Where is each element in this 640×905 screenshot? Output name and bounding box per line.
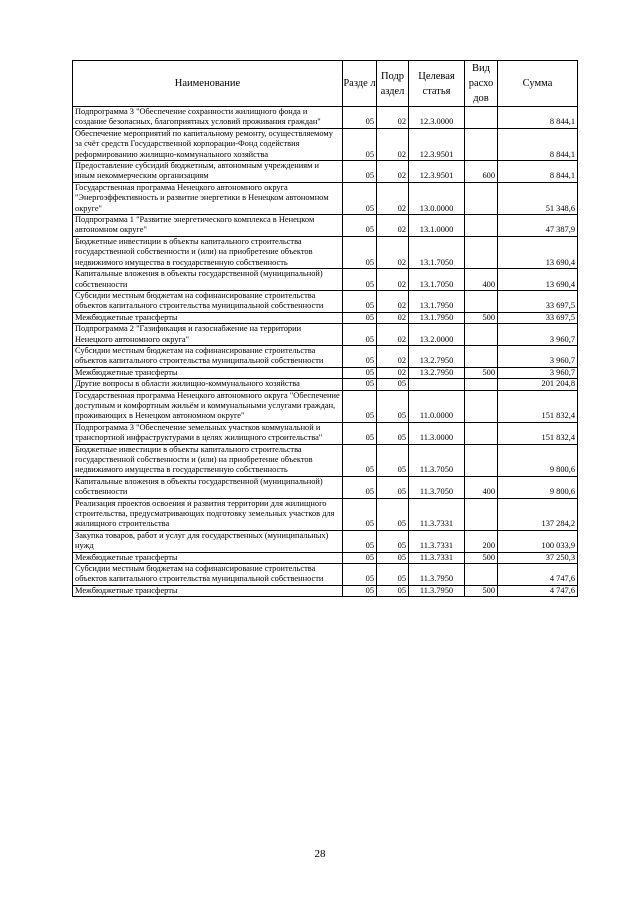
row-sum: 37 250,3: [498, 552, 578, 563]
row-vid: 400: [465, 476, 498, 498]
row-section: 05: [343, 390, 377, 422]
row-target: 13.1.7050: [409, 236, 465, 268]
row-sum: 3 960,7: [498, 324, 578, 346]
row-sum: 4 747,6: [498, 564, 578, 586]
row-sum: 9 800,6: [498, 444, 578, 476]
row-target: 13.1.7950: [409, 312, 465, 323]
row-vid: [465, 444, 498, 476]
row-target: 13.2.7950: [409, 367, 465, 378]
row-sum: 201 204,8: [498, 379, 578, 390]
row-name: Государственная программа Ненецкого автономного округа "Энергоэффективность и развитие энергетики в Ненецком автономном округе": [73, 182, 343, 214]
row-vid: [465, 324, 498, 346]
row-vid: [465, 379, 498, 390]
row-name: Межбюджетные трансферты: [73, 367, 343, 378]
row-sum: 151 832,4: [498, 390, 578, 422]
row-subsection: 05: [377, 530, 409, 552]
table-body: [73, 107, 578, 597]
row-subsection: 05: [377, 585, 409, 596]
table-row: [73, 367, 578, 378]
row-vid: [465, 236, 498, 268]
row-section: 05: [343, 564, 377, 586]
row-section: 05: [343, 498, 377, 530]
row-vid: 500: [465, 552, 498, 563]
row-vid: [465, 107, 498, 129]
table-row: [73, 236, 578, 268]
row-vid: [465, 498, 498, 530]
row-sum: 13 690,4: [498, 236, 578, 268]
row-section: 05: [343, 312, 377, 323]
row-section: 05: [343, 585, 377, 596]
row-vid: [465, 215, 498, 237]
row-subsection: 02: [377, 161, 409, 183]
row-sum: 51 348,6: [498, 182, 578, 214]
row-subsection: 05: [377, 379, 409, 390]
header-section: Разде л: [343, 61, 377, 107]
row-sum: 137 284,2: [498, 498, 578, 530]
row-target: 11.3.7950: [409, 564, 465, 586]
row-section: 05: [343, 269, 377, 291]
row-vid: 600: [465, 161, 498, 183]
table-row: [73, 498, 578, 530]
row-name: Предоставление субсидий бюджетным, автономным учреждениям и иным некоммерческим организациям: [73, 161, 343, 183]
row-section: 05: [343, 290, 377, 312]
row-vid: [465, 290, 498, 312]
row-section: 05: [343, 530, 377, 552]
table-row: [73, 269, 578, 291]
row-subsection: 02: [377, 128, 409, 160]
table-row: [73, 107, 578, 129]
row-name: Субсидии местным бюджетам на софинансирование строительства объектов капитального строительства муниципальной собственности: [73, 564, 343, 586]
row-sum: 8 844,1: [498, 161, 578, 183]
row-vid: [465, 128, 498, 160]
row-section: 05: [343, 128, 377, 160]
row-subsection: 05: [377, 498, 409, 530]
row-subsection: 02: [377, 290, 409, 312]
row-section: 05: [343, 379, 377, 390]
row-name: Подпрограмма 2 "Газификация и газоснабжение на территории Ненецкого автономного округа": [73, 324, 343, 346]
table-row: [73, 182, 578, 214]
row-subsection: 02: [377, 269, 409, 291]
row-target: 13.0.0000: [409, 182, 465, 214]
row-sum: 8 844,1: [498, 128, 578, 160]
table-row: [73, 564, 578, 586]
row-sum: 47 387,9: [498, 215, 578, 237]
row-name: Другие вопросы в области жилищно-коммунального хозяйства: [73, 379, 343, 390]
table-row: [73, 390, 578, 422]
table-row: [73, 379, 578, 390]
row-section: 05: [343, 161, 377, 183]
row-target: 13.1.7950: [409, 290, 465, 312]
row-section: 05: [343, 324, 377, 346]
row-subsection: 02: [377, 182, 409, 214]
row-section: 05: [343, 552, 377, 563]
page-number: 28: [314, 848, 326, 860]
row-target: 13.1.0000: [409, 215, 465, 237]
row-section: 05: [343, 182, 377, 214]
row-subsection: 02: [377, 312, 409, 323]
row-name: Бюджетные инвестиции в объекты капитального строительства государственной собственности и (или) на приобретение объектов недвижимого имущества в государственную собственность: [73, 444, 343, 476]
row-subsection: 05: [377, 390, 409, 422]
row-name: Межбюджетные трансферты: [73, 552, 343, 563]
row-vid: 200: [465, 530, 498, 552]
table-row: [73, 585, 578, 596]
row-subsection: 05: [377, 422, 409, 444]
row-vid: [465, 182, 498, 214]
table-row: [73, 422, 578, 444]
row-section: 05: [343, 444, 377, 476]
row-vid: [465, 564, 498, 586]
row-section: 05: [343, 345, 377, 367]
row-name: Бюджетные инвестиции в объекты капитального строительства государственной собственности и (или) на приобретение объектов недвижимого имущества в государственную собственность: [73, 236, 343, 268]
table-row: [73, 530, 578, 552]
row-sum: 8 844,1: [498, 107, 578, 129]
row-subsection: 02: [377, 367, 409, 378]
row-vid: 400: [465, 269, 498, 291]
row-sum: 3 960,7: [498, 345, 578, 367]
row-vid: [465, 422, 498, 444]
row-name: Капитальные вложения в объекты государственной (муниципальной) собственности: [73, 269, 343, 291]
row-name: Межбюджетные трансферты: [73, 312, 343, 323]
table-row: [73, 312, 578, 323]
row-vid: [465, 390, 498, 422]
row-target: 13.2.7950: [409, 345, 465, 367]
row-subsection: 05: [377, 444, 409, 476]
row-section: 05: [343, 422, 377, 444]
row-target: 11.3.7331: [409, 530, 465, 552]
row-section: 05: [343, 236, 377, 268]
row-sum: 3 960,7: [498, 367, 578, 378]
row-target: 11.3.7050: [409, 444, 465, 476]
row-target: 12.3.9501: [409, 161, 465, 183]
row-target: [409, 379, 465, 390]
row-name: Межбюджетные трансферты: [73, 585, 343, 596]
row-subsection: 02: [377, 345, 409, 367]
row-name: Реализация проектов освоения и развития территории для жилищного строительства, предусматривающих подготовку земельных участков для жилищного строительства: [73, 498, 343, 530]
row-subsection: 05: [377, 476, 409, 498]
table-row: [73, 345, 578, 367]
table-row: [73, 161, 578, 183]
row-subsection: 05: [377, 552, 409, 563]
row-name: Подпрограмма 3 "Обеспечение сохранности жилищного фонда и создание безопасных, благоприятных условий проживания граждан": [73, 107, 343, 129]
row-sum: 151 832,4: [498, 422, 578, 444]
row-subsection: 02: [377, 324, 409, 346]
table-row: [73, 290, 578, 312]
row-subsection: 05: [377, 564, 409, 586]
row-sum: 33 697,5: [498, 312, 578, 323]
row-target: 12.3.0000: [409, 107, 465, 129]
row-section: 05: [343, 367, 377, 378]
table-row: [73, 444, 578, 476]
row-target: 11.3.7331: [409, 552, 465, 563]
row-name: Подпрограмма 3 "Обеспечение земельных участков коммунальной и транспортной инфраструктурами в целях жилищного строительства": [73, 422, 343, 444]
row-sum: 100 033,9: [498, 530, 578, 552]
table-row: [73, 552, 578, 563]
row-sum: 33 697,5: [498, 290, 578, 312]
row-subsection: 02: [377, 236, 409, 268]
row-vid: [465, 345, 498, 367]
row-target: 11.3.7950: [409, 585, 465, 596]
row-target: 11.3.7050: [409, 476, 465, 498]
row-target: 11.0.0000: [409, 390, 465, 422]
table-row: [73, 128, 578, 160]
row-name: Субсидии местным бюджетам на софинансирование строительства объектов капитального строительства муниципальной собственности: [73, 345, 343, 367]
row-vid: 500: [465, 367, 498, 378]
row-sum: 9 800,6: [498, 476, 578, 498]
row-name: Подпрограмма 1 "Развитие энергетического комплекса в Ненецком автономном округе": [73, 215, 343, 237]
row-name: Капитальные вложения в объекты государственной (муниципальной) собственности: [73, 476, 343, 498]
row-vid: 500: [465, 312, 498, 323]
header-vid: Вид расхо дов: [465, 61, 498, 107]
row-name: Субсидии местным бюджетам на софинансирование строительства объектов капитального строительства муниципальной собственности: [73, 290, 343, 312]
header-target: Целевая статья: [409, 61, 465, 107]
row-name: Государственная программа Ненецкого автономного округа "Обеспечение доступным и комфортным жильём и коммунальными услугами граждан, проживающих в Ненецком автономном округе": [73, 390, 343, 422]
row-target: 13.1.7050: [409, 269, 465, 291]
header-subsection: Подр аздел: [377, 61, 409, 107]
table-row: [73, 215, 578, 237]
header-sum: Сумма: [498, 61, 578, 107]
row-section: 05: [343, 476, 377, 498]
budget-table: [72, 60, 578, 597]
row-target: 11.3.7331: [409, 498, 465, 530]
row-target: 12.3.9501: [409, 128, 465, 160]
row-name: Обеспечение мероприятий по капитальному ремонту, осуществляемому за счёт средств Государственной корпорации-Фонд содействия реформированию жилищно-коммунального хозяйства: [73, 128, 343, 160]
row-vid: 500: [465, 585, 498, 596]
table-row: [73, 476, 578, 498]
row-name: Закупка товаров, работ и услуг для государственных (муниципальных) нужд: [73, 530, 343, 552]
row-section: 05: [343, 107, 377, 129]
table-row: [73, 324, 578, 346]
row-target: 11.3.0000: [409, 422, 465, 444]
row-sum: 13 690,4: [498, 269, 578, 291]
row-subsection: 02: [377, 215, 409, 237]
row-subsection: 02: [377, 107, 409, 129]
row-section: 05: [343, 215, 377, 237]
row-target: 13.2.0000: [409, 324, 465, 346]
header-row: [73, 61, 578, 107]
header-name: Наименование: [73, 61, 343, 107]
row-sum: 4 747,6: [498, 585, 578, 596]
